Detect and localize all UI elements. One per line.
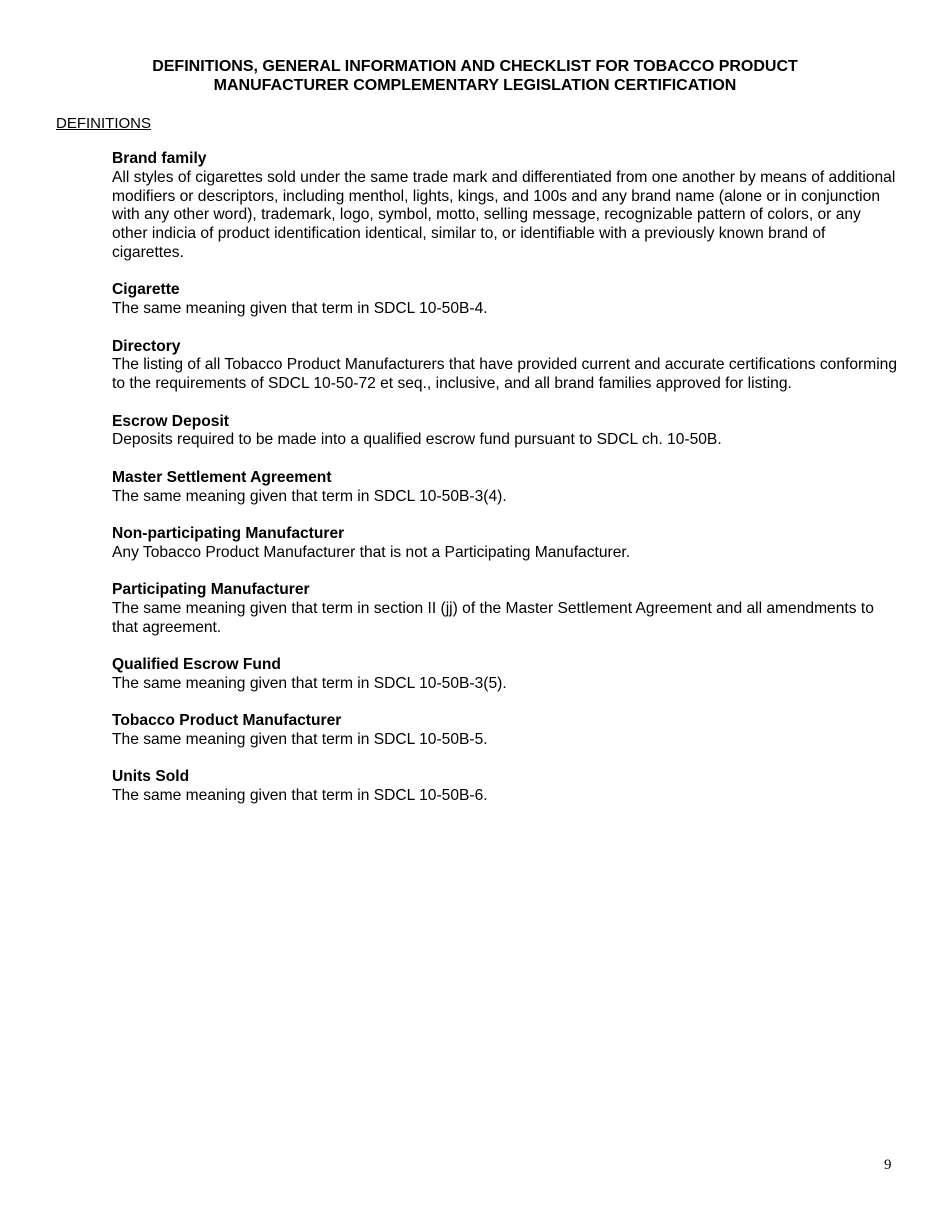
definition-escrow-deposit bbox=[112, 413, 898, 451]
definition-term: Cigarette bbox=[112, 281, 180, 299]
definition-qualified-escrow-fund bbox=[112, 656, 898, 694]
definition-term: Tobacco Product Manufacturer bbox=[112, 712, 342, 730]
definitions-list bbox=[112, 150, 898, 825]
definition-text: The same meaning given that term in SDCL 10-50B-3(4). bbox=[112, 487, 507, 505]
definition-term: Non-participating Manufacturer bbox=[112, 524, 345, 542]
definition-text: The same meaning given that term in SDCL 10-50B-6. bbox=[112, 787, 488, 805]
definition-units-sold bbox=[112, 768, 898, 806]
document-title bbox=[0, 57, 950, 95]
definition-participating-manufacturer bbox=[112, 581, 898, 637]
definition-brand-family bbox=[112, 150, 898, 263]
definition-term: Participating Manufacturer bbox=[112, 581, 310, 599]
definition-term: Escrow Deposit bbox=[112, 412, 229, 430]
definition-master-settlement-agreement bbox=[112, 469, 898, 507]
definition-tobacco-product-manufacturer bbox=[112, 712, 898, 750]
definition-cigarette bbox=[112, 281, 898, 319]
definition-term: Brand family bbox=[112, 150, 207, 167]
definition-text: The listing of all Tobacco Product Manufacturers that have provided current and accurate certifications conforming to the requirements of SDCL 10-50-72 et seq., inclusive, and all brand families approved for listing. bbox=[112, 356, 898, 393]
definition-text: The same meaning given that term in SDCL 10-50B-4. bbox=[112, 300, 488, 318]
definition-non-participating-manufacturer bbox=[112, 525, 898, 563]
definition-text: The same meaning given that term in SDCL 10-50B-3(5). bbox=[112, 674, 507, 692]
definition-term: Master Settlement Agreement bbox=[112, 468, 332, 486]
document-title-line-2: MANUFACTURER COMPLEMENTARY LEGISLATION CERTIFICATION bbox=[213, 77, 737, 94]
definition-term: Units Sold bbox=[112, 768, 190, 786]
definition-text: Deposits required to be made into a qualified escrow fund pursuant to SDCL ch. 10-50B. bbox=[112, 431, 722, 449]
definition-text: All styles of cigarettes sold under the same trade mark and differentiated from one another by means of additional modifiers or descriptors, including menthol, lights, kings, and 100s and any brand name (alone or in conjunction with any other word), trademark, logo, symbol, motto, selling message, recognizable pattern of colors, or any other indicia of product identification identical, similar to, or identifiable with a previously known brand of cigarettes. bbox=[112, 168, 896, 261]
definition-term: Directory bbox=[112, 337, 181, 355]
section-heading-definitions: DEFINITIONS bbox=[56, 115, 152, 132]
definition-text: Any Tobacco Product Manufacturer that is not a Participating Manufacturer. bbox=[112, 543, 631, 561]
definition-term: Qualified Escrow Fund bbox=[112, 656, 281, 674]
definition-directory bbox=[112, 338, 898, 394]
document-title-line-1: DEFINITIONS, GENERAL INFORMATION AND CHECKLIST FOR TOBACCO PRODUCT bbox=[152, 58, 798, 75]
definition-text: The same meaning given that term in SDCL 10-50B-5. bbox=[112, 731, 488, 749]
page-number: 9 bbox=[884, 1157, 892, 1173]
definition-text: The same meaning given that term in section II (jj) of the Master Settlement Agreement and all amendments to that agreement. bbox=[112, 599, 874, 636]
